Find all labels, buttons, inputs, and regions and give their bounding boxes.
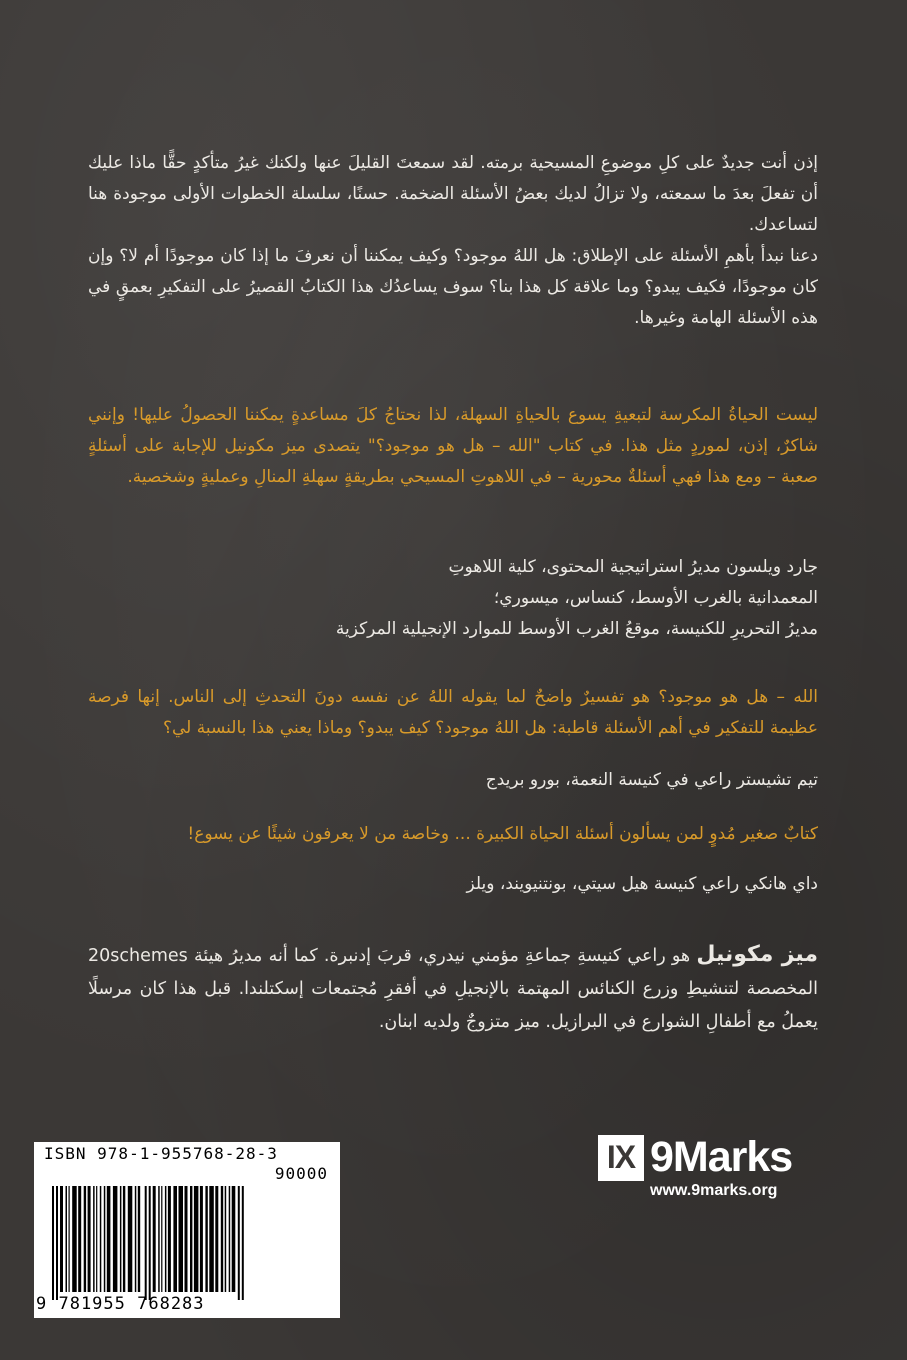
barcode-bar: [153, 1186, 156, 1292]
endorsement-quote-1: ليست الحياةُ المكرسة لتبعيةِ يسوع بالحياةِ السهلة، لذا نحتاجُ كلَ مساعدةٍ يمكننا الحصولُ عليها! وإنني شاكرٌ، إذن، لموردٍ مثل هذا. في كتاب "الله – هل هو موجود؟" يتصدى ميز مكونيل للإجابة على أسئلةٍ صعبة – ومع هذا فهي أسئلةٌ محورية – في اللاهوتِ المسيحي بطريقةٍ سهلةِ المنالِ وعمليةٍ وشخصية.: [88, 405, 818, 487]
barcode-bar: [232, 1186, 236, 1292]
barcode-bar: [72, 1186, 77, 1292]
price-code: 90000: [274, 1164, 328, 1183]
endorsement-attribution-1: [88, 552, 818, 645]
barcode-bar: [84, 1186, 86, 1292]
barcode-bar: [225, 1186, 227, 1292]
author-bio: [88, 938, 818, 1039]
barcode-bar: [88, 1186, 91, 1292]
ix-logo-icon: IX: [598, 1135, 644, 1181]
barcode-bar: [66, 1186, 68, 1292]
isbn-label: ISBN 978-1-955768-28-3: [44, 1144, 278, 1163]
barcode-bar: [69, 1186, 70, 1292]
barcode-bar: [93, 1186, 95, 1292]
barcode-bar: [135, 1186, 137, 1292]
barcode-bar: [229, 1186, 231, 1292]
barcode-bars: [34, 1142, 340, 1318]
barcode-bar: [78, 1186, 81, 1292]
barcode-bar: [56, 1186, 58, 1300]
author-name: ميز مكونيل: [696, 942, 818, 967]
barcode-bar: [158, 1186, 160, 1292]
author-bio-text: هو راعي كنيسةِ جماعةِ مؤمني نيدري، قربَ إدنبرة. كما أنه مديرُ هيئة 20schemes المخصصة لتنشيطِ وزرع الكنائس المهتمة بالإنجيلِ في أفقرِ مُجتمعات إسكتلندا. قبل هذا كان مرسلًا يعملُ مع أطفالِ الشوارع في البرازيل. ميز متزوجٌ ولديه ابنان.: [88, 946, 818, 1032]
attribution-line: جارد ويلسون مديرُ استراتيجية المحتوى، كلية اللاهوتِ: [448, 557, 818, 577]
barcode-bar: [238, 1186, 240, 1300]
barcode-bar: [200, 1186, 203, 1292]
intro-paragraph-1: إذن أنت جديدٌ على كلِ موضوعِ المسيحية برمته. لقد سمعتَ القليلَ عنها ولكنك غيرُ متأكدٍ حقًّا ماذا عليك أن تفعلَ بعدَ ما سمعته، ولا تزالُ لديك بعضُ الأسئلة الضخمة. حسنًا، سلسلة الخطوات الأولى موجودة هنا لتساعدك.: [88, 153, 818, 235]
barcode-bar: [209, 1186, 214, 1292]
endorsement-quote-3: كتابٌ صغير مُدوٍ لمن يسألون أسئلة الحياة الكبيرة ... وخاصة من لا يعرفون شيئًا عن يسوع!: [187, 824, 818, 844]
publisher-name: 9Marks: [650, 1133, 793, 1181]
barcode-bar: [173, 1186, 177, 1292]
barcode-bar: [194, 1186, 199, 1292]
intro-paragraph-2: دعنا نبدأ بأهمِ الأسئلة على الإطلاق: هل اللهُ موجود؟ وكيف يمكننا أن نعرفَ ما إذا كان موجودًا أم لا؟ وإن كان موجودًا، فكيف يبدو؟ وما علاقة كل هذا بنا؟ سوف يساعدُك هذا الكتابُ القصيرُ على التفكيرِ بعمقٍ في هذه الأسئلة الهامة وغيرها.: [88, 246, 818, 328]
barcode-bar: [113, 1186, 118, 1292]
isbn-barcode: [34, 1142, 340, 1318]
endorsement-attribution-2: تيم تشيستر راعي في كنيسة النعمة، بورو بريدج: [485, 770, 818, 790]
endorsement-quote-2: الله – هل هو موجود؟ هو تفسيرٌ واضحٌ لما يقوله اللهُ عن نفسه دونَ التحدثِ إلى الناس. إنها فرصة عظيمة للتفكير في أهم الأسئلة قاطبة: هل اللهُ موجود؟ كيف يبدو؟ وماذا يعني هذا بالنسبة لي؟: [88, 687, 818, 738]
barcode-bar: [242, 1186, 244, 1300]
barcode-bar: [179, 1186, 184, 1292]
barcode-bar: [120, 1186, 122, 1292]
barcode-bar: [205, 1186, 207, 1292]
attribution-line: المعمدانية بالغرب الأوسط، كنساس، ميسوري؛: [493, 588, 818, 608]
barcode-bar: [145, 1186, 147, 1300]
barcode-bar: [215, 1186, 218, 1292]
barcode-bar: [161, 1186, 162, 1292]
publisher-logo: [598, 1133, 792, 1182]
barcode-bar: [52, 1186, 54, 1300]
endorsement-attribution-3: داي هانكي راعي كنيسة هيل سيتي، بونتنيويند، ويلز: [466, 874, 818, 894]
attribution-line: مديرُ التحريرِ للكنيسة، موقعُ الغرب الأوسط للموارد الإنجيلية المركزية: [335, 619, 818, 639]
barcode-bar: [190, 1186, 192, 1292]
barcode-bar: [149, 1186, 151, 1300]
barcode-bar: [60, 1186, 63, 1292]
publisher-url: www.9marks.org: [650, 1182, 778, 1199]
intro-text: [88, 148, 818, 334]
barcode-bar: [168, 1186, 171, 1292]
barcode-bar: [96, 1186, 97, 1292]
ean-digits: 9 781955 768283: [36, 1294, 205, 1314]
barcode-bar: [221, 1186, 223, 1292]
barcode-bar: [104, 1186, 106, 1292]
barcode-bar: [123, 1186, 125, 1292]
barcode-bar: [165, 1186, 167, 1292]
barcode-bar: [128, 1186, 133, 1292]
barcode-bar: [138, 1186, 140, 1292]
barcode-bar: [185, 1186, 188, 1292]
barcode-bar: [107, 1186, 111, 1292]
barcode-bar: [100, 1186, 102, 1292]
